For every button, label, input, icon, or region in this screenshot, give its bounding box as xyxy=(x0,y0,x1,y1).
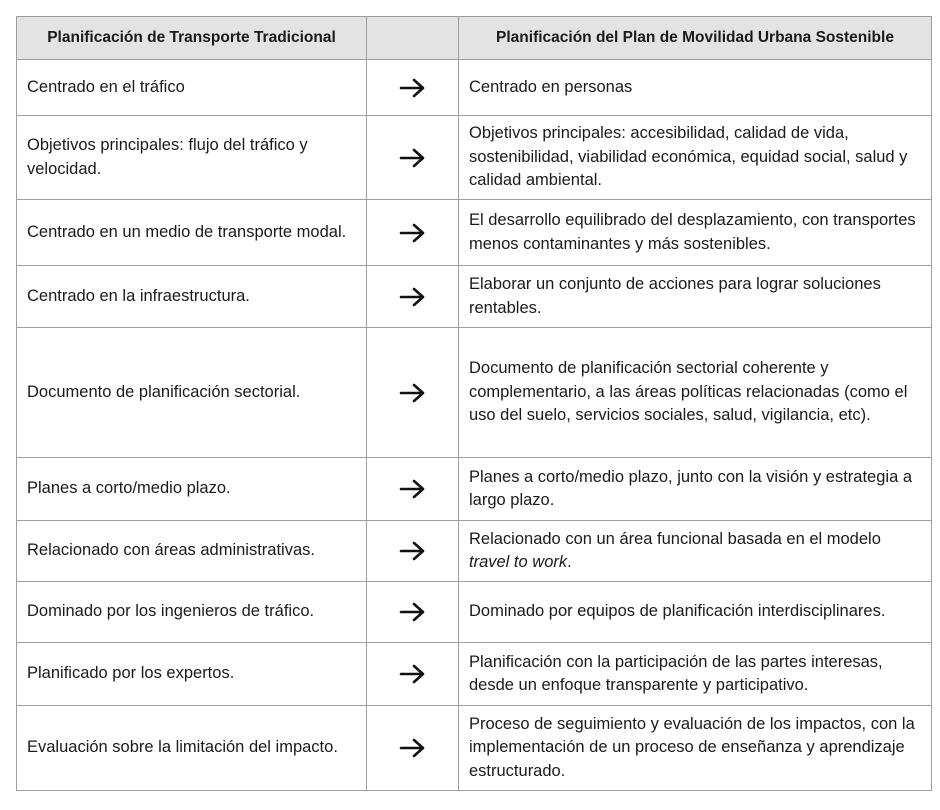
sustainable-text: Relacionado con un área funcional basada en el modelo xyxy=(469,529,881,548)
table-row xyxy=(17,521,932,582)
traditional-cell: Dominado por los ingenieros de tráfico. xyxy=(17,582,367,643)
table-row xyxy=(17,116,932,200)
arrow-cell xyxy=(367,266,459,328)
arrow-cell xyxy=(367,328,459,458)
sustainable-cell: Documento de planificación sectorial coherente y complementario, a las áreas políticas relacionadas (como el uso del suelo, servicios sociales, salud, vigilancia, etc). xyxy=(459,328,932,458)
right-arrow-icon xyxy=(399,147,427,169)
traditional-cell: Centrado en un medio de transporte modal. xyxy=(17,200,367,266)
sustainable-text-end: . xyxy=(567,553,572,571)
sustainable-cell: Dominado por equipos de planificación interdisciplinares. xyxy=(459,582,932,643)
header-sustainable: Planificación del Plan de Movilidad Urbana Sostenible xyxy=(459,17,932,60)
right-arrow-icon xyxy=(399,478,427,500)
sustainable-cell xyxy=(459,521,932,582)
table-row xyxy=(17,266,932,328)
sustainable-cell: Planificación con la participación de las partes interesas, desde un enfoque transparente y participativo. xyxy=(459,643,932,706)
table-row xyxy=(17,200,932,266)
header-arrow-column xyxy=(367,17,459,60)
arrow-cell xyxy=(367,458,459,521)
right-arrow-icon xyxy=(399,382,427,404)
sustainable-cell: El desarrollo equilibrado del desplazamiento, con transportes menos contaminantes y más sostenibles. xyxy=(459,200,932,266)
sustainable-cell: Proceso de seguimiento y evaluación de los impactos, con la implementación de un proceso de enseñanza y aprendizaje estructurado. xyxy=(459,706,932,791)
sustainable-cell: Elaborar un conjunto de acciones para lograr soluciones rentables. xyxy=(459,266,932,328)
arrow-cell xyxy=(367,200,459,266)
traditional-cell: Evaluación sobre la limitación del impacto. xyxy=(17,706,367,791)
arrow-cell xyxy=(367,521,459,582)
sustainable-cell: Centrado en personas xyxy=(459,60,932,116)
right-arrow-icon xyxy=(399,663,427,685)
sustainable-cell: Objetivos principales: accesibilidad, calidad de vida, sostenibilidad, viabilidad económica, equidad social, salud y calidad ambiental. xyxy=(459,116,932,200)
right-arrow-icon xyxy=(399,222,427,244)
arrow-cell xyxy=(367,643,459,706)
traditional-cell: Objetivos principales: flujo del tráfico y velocidad. xyxy=(17,116,367,200)
sustainable-cell: Planes a corto/medio plazo, junto con la visión y estrategia a largo plazo. xyxy=(459,458,932,521)
arrow-cell xyxy=(367,706,459,791)
table-row xyxy=(17,328,932,458)
traditional-cell: Planificado por los expertos. xyxy=(17,643,367,706)
traditional-cell: Centrado en la infraestructura. xyxy=(17,266,367,328)
travel-to-work-italic: travel to work xyxy=(469,553,568,571)
right-arrow-icon xyxy=(399,737,427,759)
table-row xyxy=(17,458,932,521)
comparison-table xyxy=(16,16,932,791)
right-arrow-icon xyxy=(399,601,427,623)
arrow-cell xyxy=(367,116,459,200)
traditional-cell: Centrado en el tráfico xyxy=(17,60,367,116)
traditional-cell: Documento de planificación sectorial. xyxy=(17,328,367,458)
table-row xyxy=(17,643,932,706)
table-row xyxy=(17,60,932,116)
right-arrow-icon xyxy=(399,77,427,99)
table-row xyxy=(17,706,932,791)
right-arrow-icon xyxy=(399,286,427,308)
traditional-cell: Relacionado con áreas administrativas. xyxy=(17,521,367,582)
traditional-cell: Planes a corto/medio plazo. xyxy=(17,458,367,521)
arrow-cell xyxy=(367,60,459,116)
table-header-row xyxy=(17,17,932,60)
header-traditional: Planificación de Transporte Tradicional xyxy=(17,17,367,60)
right-arrow-icon xyxy=(399,540,427,562)
table-row xyxy=(17,582,932,643)
arrow-cell xyxy=(367,582,459,643)
